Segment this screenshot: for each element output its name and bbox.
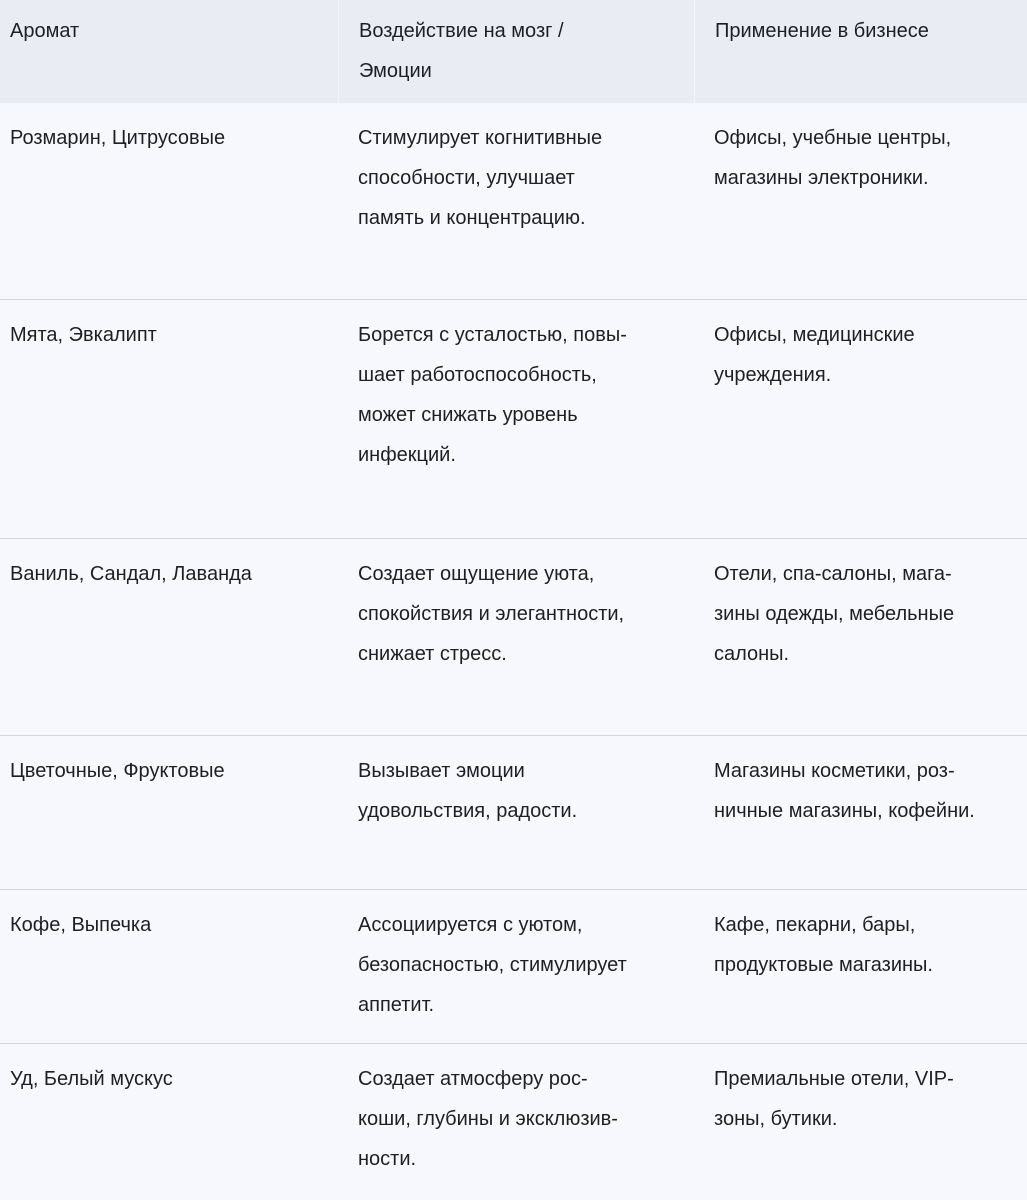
header-effect-line: Эмоции bbox=[359, 60, 432, 82]
table-row bbox=[0, 1044, 1027, 1200]
use-line: продуктовые магазины. bbox=[714, 954, 933, 976]
effect-line: Борется с усталостью, повы- bbox=[358, 324, 627, 346]
effect-cell bbox=[338, 1044, 694, 1200]
effect-line: Вызывает эмоции bbox=[358, 760, 525, 782]
effect-line: безопасностью, стимулирует bbox=[358, 954, 627, 976]
use-line: Магазины косметики, роз- bbox=[714, 760, 955, 782]
effect-line: Ассоциируется с уютом, bbox=[358, 914, 583, 936]
aroma-cell bbox=[0, 1044, 338, 1200]
use-line: Офисы, медицинские bbox=[714, 324, 915, 346]
effect-line: шает работоспособность, bbox=[358, 364, 597, 386]
effect-line: память и концентрацию. bbox=[358, 207, 586, 229]
table-row bbox=[0, 890, 1027, 1044]
aroma-name: Цветочные, Фруктовые bbox=[10, 760, 225, 782]
aroma-name: Ваниль, Сандал, Лаванда bbox=[10, 563, 252, 585]
effect-line: коши, глубины и эксклюзив- bbox=[358, 1108, 618, 1130]
use-line: учреждения. bbox=[714, 364, 832, 386]
table-row bbox=[0, 736, 1027, 890]
header-effect bbox=[338, 0, 694, 103]
effect-line: инфекций. bbox=[358, 444, 456, 466]
use-line: ничные магазины, кофейни. bbox=[714, 800, 975, 822]
use-line: Кафе, пекарни, бары, bbox=[714, 914, 916, 936]
effect-line: удовольствия, радости. bbox=[358, 800, 578, 822]
effect-cell bbox=[338, 736, 694, 889]
aroma-cell bbox=[0, 103, 338, 299]
use-cell bbox=[694, 890, 1027, 1043]
use-line: Премиальные отели, VIP- bbox=[714, 1068, 954, 1090]
header-aroma bbox=[0, 0, 338, 103]
header-business-use bbox=[694, 0, 1027, 103]
effect-cell bbox=[338, 539, 694, 735]
effect-line: аппетит. bbox=[358, 994, 435, 1016]
effect-line: ности. bbox=[358, 1148, 417, 1170]
effect-line: способности, улучшает bbox=[358, 167, 575, 189]
table-header-row bbox=[0, 0, 1027, 103]
header-business-use-label: Применение в бизнесе bbox=[715, 20, 929, 42]
use-line: зоны, бутики. bbox=[714, 1108, 838, 1130]
use-line: зины одежды, мебельные bbox=[714, 603, 955, 625]
header-aroma-label: Аромат bbox=[10, 20, 80, 42]
use-cell bbox=[694, 539, 1027, 735]
use-line: салоны. bbox=[714, 643, 790, 665]
use-cell bbox=[694, 300, 1027, 538]
header-effect-line: Воздействие на мозг / bbox=[359, 20, 564, 42]
use-cell bbox=[694, 736, 1027, 889]
use-cell bbox=[694, 103, 1027, 299]
aroma-cell bbox=[0, 539, 338, 735]
effect-line: Стимулирует когнитивные bbox=[358, 127, 603, 149]
effect-cell bbox=[338, 103, 694, 299]
use-cell bbox=[694, 1044, 1027, 1200]
use-line: Офисы, учебные центры, bbox=[714, 127, 952, 149]
aroma-cell bbox=[0, 300, 338, 538]
aroma-cell bbox=[0, 736, 338, 889]
aroma-name: Розмарин, Цитрусовые bbox=[10, 127, 226, 149]
effect-line: спокойствия и элегантности, bbox=[358, 603, 625, 625]
effect-line: Создает ощущение уюта, bbox=[358, 563, 595, 585]
aroma-name: Мята, Эвкалипт bbox=[10, 324, 157, 346]
aroma-name: Кофе, Выпечка bbox=[10, 914, 152, 936]
effect-line: может снижать уровень bbox=[358, 404, 578, 426]
table-row bbox=[0, 103, 1027, 300]
table-row bbox=[0, 539, 1027, 736]
effect-cell bbox=[338, 300, 694, 538]
aroma-name: Уд, Белый мускус bbox=[10, 1068, 173, 1090]
effect-line: Создает атмосферу рос- bbox=[358, 1068, 588, 1090]
aroma-cell bbox=[0, 890, 338, 1043]
table-row bbox=[0, 300, 1027, 539]
use-line: Отели, спа-салоны, мага- bbox=[714, 563, 952, 585]
effect-cell bbox=[338, 890, 694, 1043]
use-line: магазины электроники. bbox=[714, 167, 929, 189]
effect-line: снижает стресс. bbox=[358, 643, 507, 665]
